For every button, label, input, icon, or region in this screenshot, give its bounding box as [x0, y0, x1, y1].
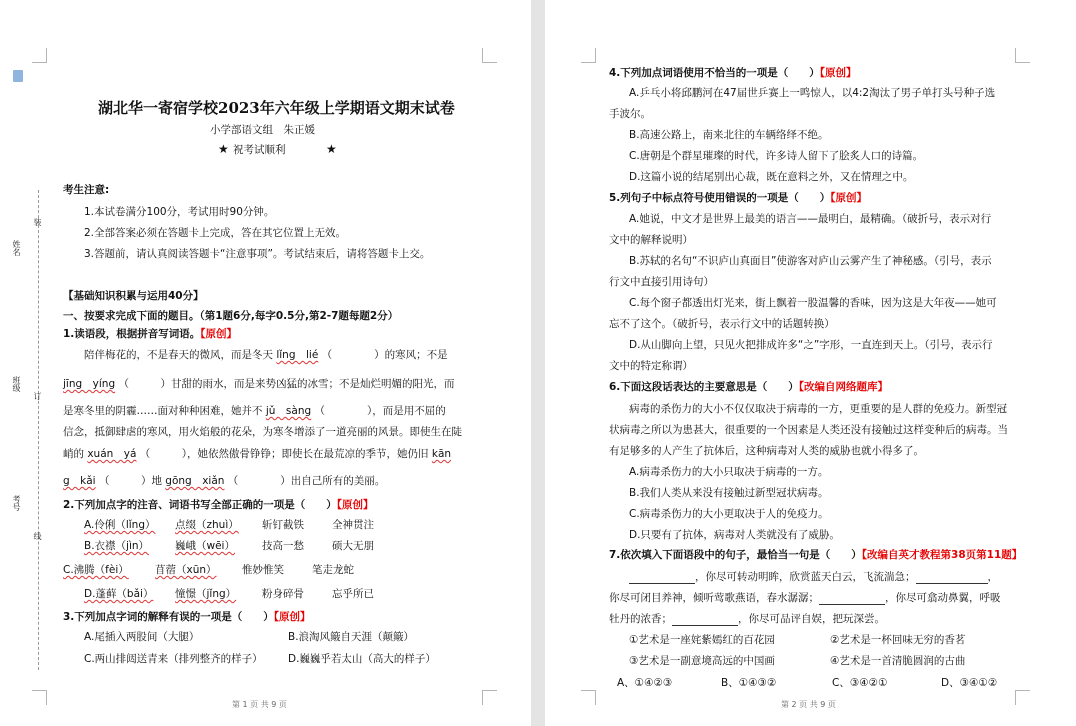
q7-answer-d: D、③④①② [941, 677, 998, 689]
q3-option-b: B.浪淘风簸自天涯（颠簸） [288, 631, 415, 643]
document-page-1 [0, 0, 531, 726]
q2-option-c-2: 苜蓿（xūn） [155, 564, 217, 576]
passage-line-5: 峭的 xuán yá （ ），她依然傲骨铮铮；即使长在最荒凉的季节，她仍旧 kān [63, 448, 452, 460]
question-7 [609, 548, 1022, 562]
q4-option-b: B.高速公路上，南来北往的车辆络绎不绝。 [629, 129, 829, 141]
question-6 [609, 380, 888, 394]
exam-author: 小学部语文组 朱正媛 [210, 124, 315, 136]
pinyin: lǐng lié [276, 349, 319, 361]
question-4-stem: 4.下列加点词语使用不恰当的一项是（ ） [609, 67, 820, 79]
crop-mark [32, 48, 47, 63]
q6-option-a: A.病毒杀伤力的大小只取决于病毒的一方。 [629, 466, 829, 478]
gutter-name-label: 姓名 [12, 240, 21, 256]
q7-line-2: 你尽可闭目养神，倾听莺歌燕语，春水潺潺； ，你尽可翕动鼻翼，呼吸 [609, 592, 1001, 604]
q7-choice-2: ②艺术是一杯回味无穷的香茗 [830, 634, 966, 646]
question-4 [609, 66, 857, 80]
crop-mark [32, 690, 47, 705]
document-page-2 [545, 0, 1076, 726]
q7-answer-a: A、①④②③ [617, 677, 673, 689]
q5-option-d-cont: 文中的特定称谓） [609, 360, 693, 372]
q7-line-3: 牡丹的浓香； ，你尽可品评自娱，把玩深尝。 [609, 613, 885, 625]
fill-blank [672, 625, 738, 626]
passage-line-4: 信念，抵御肆虐的寒风，用火焰般的花朵，为寒冬增添了一道亮丽的风景。即使生在陡 [63, 426, 462, 438]
gutter-class-label: 班级 [12, 376, 21, 392]
pinyin: jǔ sàng [265, 405, 312, 417]
question-6-stem: 6.下面这段话表达的主要意思是（ ） [609, 381, 799, 393]
question-4-tag: 【原创】 [819, 67, 857, 79]
q6-passage-1: 病毒的杀伤力的大小不仅仅取决于病毒的一方，更重要的是人群的免疫力。新型冠 [629, 403, 1007, 415]
q2-option-a-4: 全神贯注 [332, 519, 374, 531]
q5-option-b: B.苏轼的名句“不识庐山真面目”使游客对庐山云雾产生了神秘感。（引号，表示 [629, 255, 992, 267]
notice-title: 考生注意: [63, 184, 110, 196]
exam-wish: 祝考试顺利 [233, 144, 286, 156]
passage-line-1: 陪伴梅花的，不是春天的微风，而是冬天 lǐng lié （ ）的寒风；不是 [84, 349, 448, 361]
q3-option-a: A.尾插入两股间（大腿） [84, 631, 200, 643]
q2-option-d-2: 憧憬（jǐng） [175, 588, 237, 600]
pinyin: xuán yá [87, 448, 137, 460]
q3-option-c: C.两山排闼送青来（排列整齐的样子） [84, 653, 263, 665]
pinyin: jīng yíng [63, 378, 116, 390]
question-1-tag: 【原创】 [200, 328, 238, 340]
crop-mark [1015, 690, 1030, 705]
q7-answer-b: B、①④③② [721, 677, 777, 689]
pinyin: g kǎi [63, 475, 96, 487]
q6-option-d: D.只要有了抗体，病毒对人类就没有了威胁。 [629, 529, 840, 541]
q7-choice-4: ④艺术是一首清脆圆润的古曲 [830, 655, 966, 667]
binding-line [38, 190, 39, 670]
exam-title: 湖北华一寄宿学校2023年六年级上学期语文期末试卷 [98, 99, 455, 117]
q6-option-c: C.病毒杀伤力的大小更取决于人的免疫力。 [629, 508, 829, 520]
question-3 [63, 610, 311, 624]
passage-line-6: g kǎi （ ）地 gōng xiǎn （ ）出自己所有的美丽。 [63, 475, 386, 487]
part-one-heading: 一、按要求完成下面的题目。（第1题6分,每字0.5分,第2-7题每题2分） [63, 310, 399, 322]
q5-option-c: C.每个窗子都透出灯光来，街上飘着一股温馨的香味，因为这是大年夜——她可 [629, 297, 997, 309]
gutter-mark-zhuang: 装 [33, 218, 42, 226]
q2-option-c: C.沸腾（fèi） [63, 564, 129, 576]
star-right-icon: ★ [326, 142, 337, 156]
question-7-tag: 【改编自英才教程第38页第11题】 [861, 549, 1023, 561]
notice-3: 3.答题前，请认真阅读答题卡“注意事项”。考试结束后，请将答题卡上交。 [84, 248, 431, 260]
q7-choice-1: ①艺术是一座姹紫嫣红的百花园 [629, 634, 775, 646]
question-2-stem: 2.下列加点字的注音、词语书写全部正确的一项是（ ） [63, 499, 337, 511]
question-5-stem: 5.列句子中标点符号使用错误的一项是（ ） [609, 192, 831, 204]
pinyin: kān [431, 448, 452, 460]
question-2 [63, 498, 374, 512]
q4-option-c: C.唐朝是个群星璀璨的时代，许多诗人留下了脍炙人口的诗篇。 [629, 150, 924, 162]
q2-option-a: A.伶俐（lǐng） [84, 519, 156, 531]
q7-line-1: ，你尽可转动明眸，欣赏蓝天白云，飞流湍急； ， [629, 570, 998, 584]
q5-option-d: D.从山脚向上望，只见火把排成许多“之”字形，一直连到天上。（引号，表示行 [629, 339, 993, 351]
page-footer: 第 1 页 共 9 页 [232, 700, 287, 709]
section-heading: 【基础知识积累与运用40分】 [63, 290, 204, 302]
q4-option-a-cont: 手波尔。 [609, 108, 651, 120]
q2-option-c-4: 笔走龙蛇 [312, 564, 354, 576]
fill-blank [819, 604, 885, 605]
q5-option-a-cont: 文中的解释说明） [609, 234, 693, 246]
q2-option-b-3: 技高一愁 [262, 540, 304, 552]
q2-option-b-4: 硕大无朋 [332, 540, 374, 552]
q7-choice-3: ③艺术是一副意境高远的中国画 [629, 655, 775, 667]
fill-blank [916, 583, 988, 584]
crop-mark [482, 690, 497, 705]
star-left-icon: ★ [218, 142, 229, 156]
passage-line-2: jīng yíng （ ）甘甜的雨水，而是来势凶猛的冰雪；不是灿烂明媚的阳光，而 [63, 378, 455, 390]
crop-mark [482, 48, 497, 63]
q3-option-d: D.巍巍乎若太山（高大的样子） [288, 653, 436, 665]
gutter-id-label: 考号 [12, 495, 21, 511]
notice-1: 1.本试卷满分100分，考试用时90分钟。 [84, 206, 275, 218]
pinyin: gōng xiǎn [165, 475, 225, 487]
crop-mark [581, 690, 596, 705]
q2-option-d: D.蓬藓（bǎi） [84, 588, 154, 600]
q2-option-c-3: 惟妙惟笑 [242, 564, 284, 576]
q6-option-b: B.我们人类从来没有接触过新型冠状病毒。 [629, 487, 829, 499]
question-5-tag: 【原创】 [830, 192, 868, 204]
question-2-tag: 【原创】 [336, 499, 374, 511]
q4-option-a: A.乒乓小将邱鹏河在47届世乒赛上一鸣惊人，以4:2淘汰了男子单打头号种子选 [629, 87, 996, 99]
q2-option-a-2: 点缀（zhuì） [175, 519, 239, 531]
question-1 [63, 327, 237, 341]
q5-option-c-cont: 忘不了这个。（破折号，表示行文中的话题转换） [609, 318, 835, 330]
q6-passage-3: 有足够多的人产生了抗体后，这种病毒对人类的威胁也就小得多了。 [609, 445, 924, 457]
document-icon[interactable] [13, 70, 23, 82]
question-1-stem: 1.读语段，根据拼音写词语。 [63, 328, 201, 340]
question-7-stem: 7.依次填入下面语段中的句子，最恰当一句是（ ） [609, 549, 862, 561]
gutter-mark-ding: 订 [33, 392, 42, 400]
q2-option-a-3: 斩钉截铁 [262, 519, 304, 531]
page-footer: 第 2 页 共 9 页 [781, 700, 836, 709]
q2-option-d-4: 忘乎所已 [332, 588, 374, 600]
question-3-stem: 3.下列加点字词的解释有误的一项是（ ） [63, 611, 274, 623]
gutter-mark-xian: 线 [33, 532, 42, 540]
q6-passage-2: 状病毒之所以为患甚大，很重要的一个因素是人类还没有接触过这样变种后的病毒。当 [609, 424, 1008, 436]
q7-answer-c: C、③④②① [832, 677, 888, 689]
q2-option-b-2: 巍峨（wēi） [175, 540, 235, 552]
q2-option-b: B.衣襟（jìn） [84, 540, 150, 552]
question-6-tag: 【改编自网络题库】 [798, 381, 889, 393]
fill-blank [629, 583, 695, 584]
notice-2: 2.全部答案必须在答题卡上完成，答在其它位置上无效。 [84, 227, 347, 239]
question-5 [609, 191, 867, 205]
q5-option-b-cont: 行文中直接引用诗句） [609, 276, 714, 288]
passage-line-3: 是寒冬里的阴霾……面对种种困难，她并不 jǔ sàng （ ），而是用不屈的 [63, 405, 446, 417]
crop-mark [581, 48, 596, 63]
q4-option-d: D.这篇小说的结尾别出心裁，既在意料之外，又在情理之中。 [629, 171, 914, 183]
crop-mark [1015, 48, 1030, 63]
q5-option-a: A.她说，中文才是世界上最美的语言——最明白，最精确。（破折号，表示对行 [629, 213, 992, 225]
question-3-tag: 【原创】 [273, 611, 311, 623]
q2-option-d-3: 粉身碎骨 [262, 588, 304, 600]
